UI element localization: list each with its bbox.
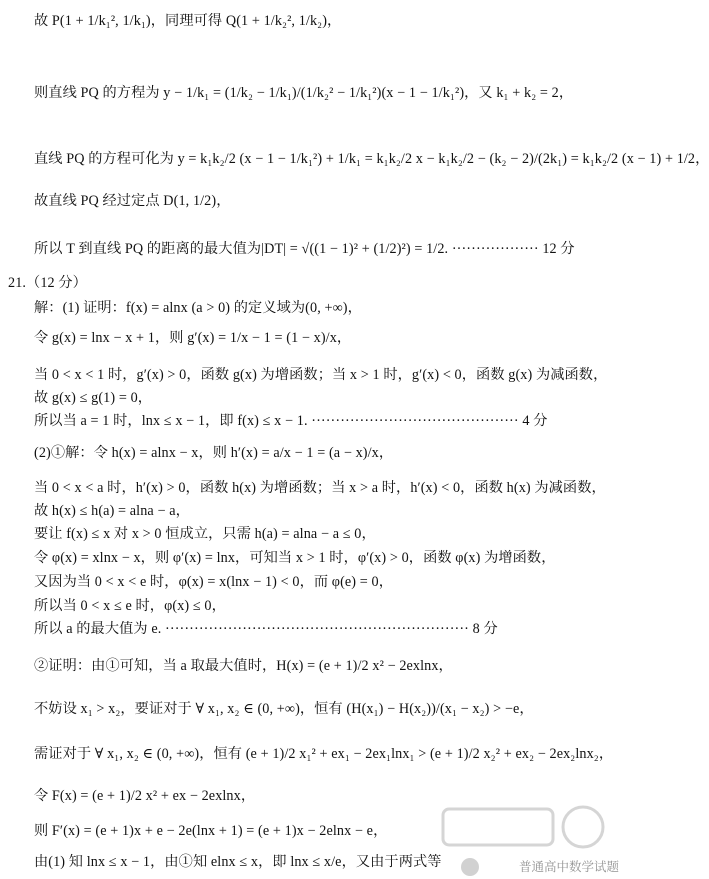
text-line: (2)①解：令 h(x) = alnx − x，则 h′(x) = a/x − 1 = (a − x)/x， [34,445,394,461]
watermark-text: 普通高中数学试题 [518,859,619,874]
text-line: 所以当 a = 1 时，lnx ≤ x − 1，即 f(x) ≤ x − 1. ··········································· 4 分 [34,413,548,429]
text-line: 故 P(1 + 1/k₁², 1/k₁)，同理可得 Q(1 + 1/k₂², 1/k₂)， [34,13,342,29]
text-line: 故直线 PQ 经过定点 D(1, 1/2)， [34,193,231,209]
watermark-badge-icon [461,858,479,876]
text-line: 故 g(x) ≤ g(1) = 0， [34,390,153,406]
text-line: 则直线 PQ 的方程为 y − 1/k₁ = (1/k₂ − 1/k₁)/(1/k₂² − 1/k₁²)(x − 1 − 1/k₁²)，又 k₁ + k₂ = 2， [34,85,574,101]
text-line: 又因为当 0 < x < e 时，φ(x) = x(lnx − 1) < 0，而 φ(e) = 0， [34,574,394,590]
text-line: 不妨设 x₁ > x₂，要证对于 ∀ x₁, x₂ ∈ (0, +∞)，恒有 (H(x₁) − H(x₂))/(x₁ − x₂) > −e， [34,701,534,717]
text-line: 解：(1) 证明：f(x) = alnx (a > 0) 的定义域为(0, +∞)， [34,300,362,316]
text-line: ②证明：由①可知，当 a 取最大值时，H(x) = (e + 1)/2 x² − 2exlnx， [34,658,453,674]
text-line: 所以 a 的最大值为 e. ······························································· 8 分 [34,621,498,637]
text-line: 令 g(x) = lnx − x + 1，则 g′(x) = 1/x − 1 = (1 − x)/x， [34,330,352,346]
text-line: 要让 f(x) ≤ x 对 x > 0 恒成立，只需 h(a) = alna − a ≤ 0， [34,526,376,542]
text-line: 由(1) 知 lnx ≤ x − 1，由①知 elnx ≤ x，即 lnx ≤ x/e，又由于两式等 [34,854,442,870]
text-line: 则 F′(x) = (e + 1)x + e − 2e(lnx + 1) = (e + 1)x − 2elnx − e， [34,823,388,839]
text-line: 所以 T 到直线 PQ 的距离的最大值为|DT| = √((1 − 1)² + (1/2)²) = 1/2. ·················· 12 分 [34,241,575,257]
text-line: 令 F(x) = (e + 1)/2 x² + ex − 2exlnx， [34,788,256,804]
text-line: 直线 PQ 的方程可化为 y = k₁k₂/2 (x − 1 − 1/k₁²) + 1/k₁ = k₁k₂/2 x − k₁k₂/2 − (k₂ − 2)/(2k₁) = k₁k₂/2 (x − 1) + 1/2， [34,151,709,167]
question-header: 21.（12 分） [8,275,87,291]
text-line: 所以当 0 < x ≤ e 时，φ(x) ≤ 0， [34,598,226,614]
text-line: 当 0 < x < a 时，h′(x) > 0，函数 h(x) 为增函数；当 x > a 时，h′(x) < 0，函数 h(x) 为减函数， [34,480,606,496]
text-line: 需证对于 ∀ x₁, x₂ ∈ (0, +∞)，恒有 (e + 1)/2 x₁² + ex₁ − 2ex₁lnx₁ > (e + 1)/2 x₂² + ex₂ − 2ex₂lnx₂， [34,746,614,762]
text-line: 当 0 < x < 1 时，g′(x) > 0，函数 g(x) 为增函数；当 x > 1 时，g′(x) < 0，函数 g(x) 为减函数， [34,367,608,383]
text-line: 故 h(x) ≤ h(a) = alna − a， [34,503,190,519]
text-line: 令 φ(x) = xlnx − x，则 φ′(x) = lnx，可知当 x > 1 时，φ′(x) > 0，函数 φ(x) 为增函数， [34,550,556,566]
